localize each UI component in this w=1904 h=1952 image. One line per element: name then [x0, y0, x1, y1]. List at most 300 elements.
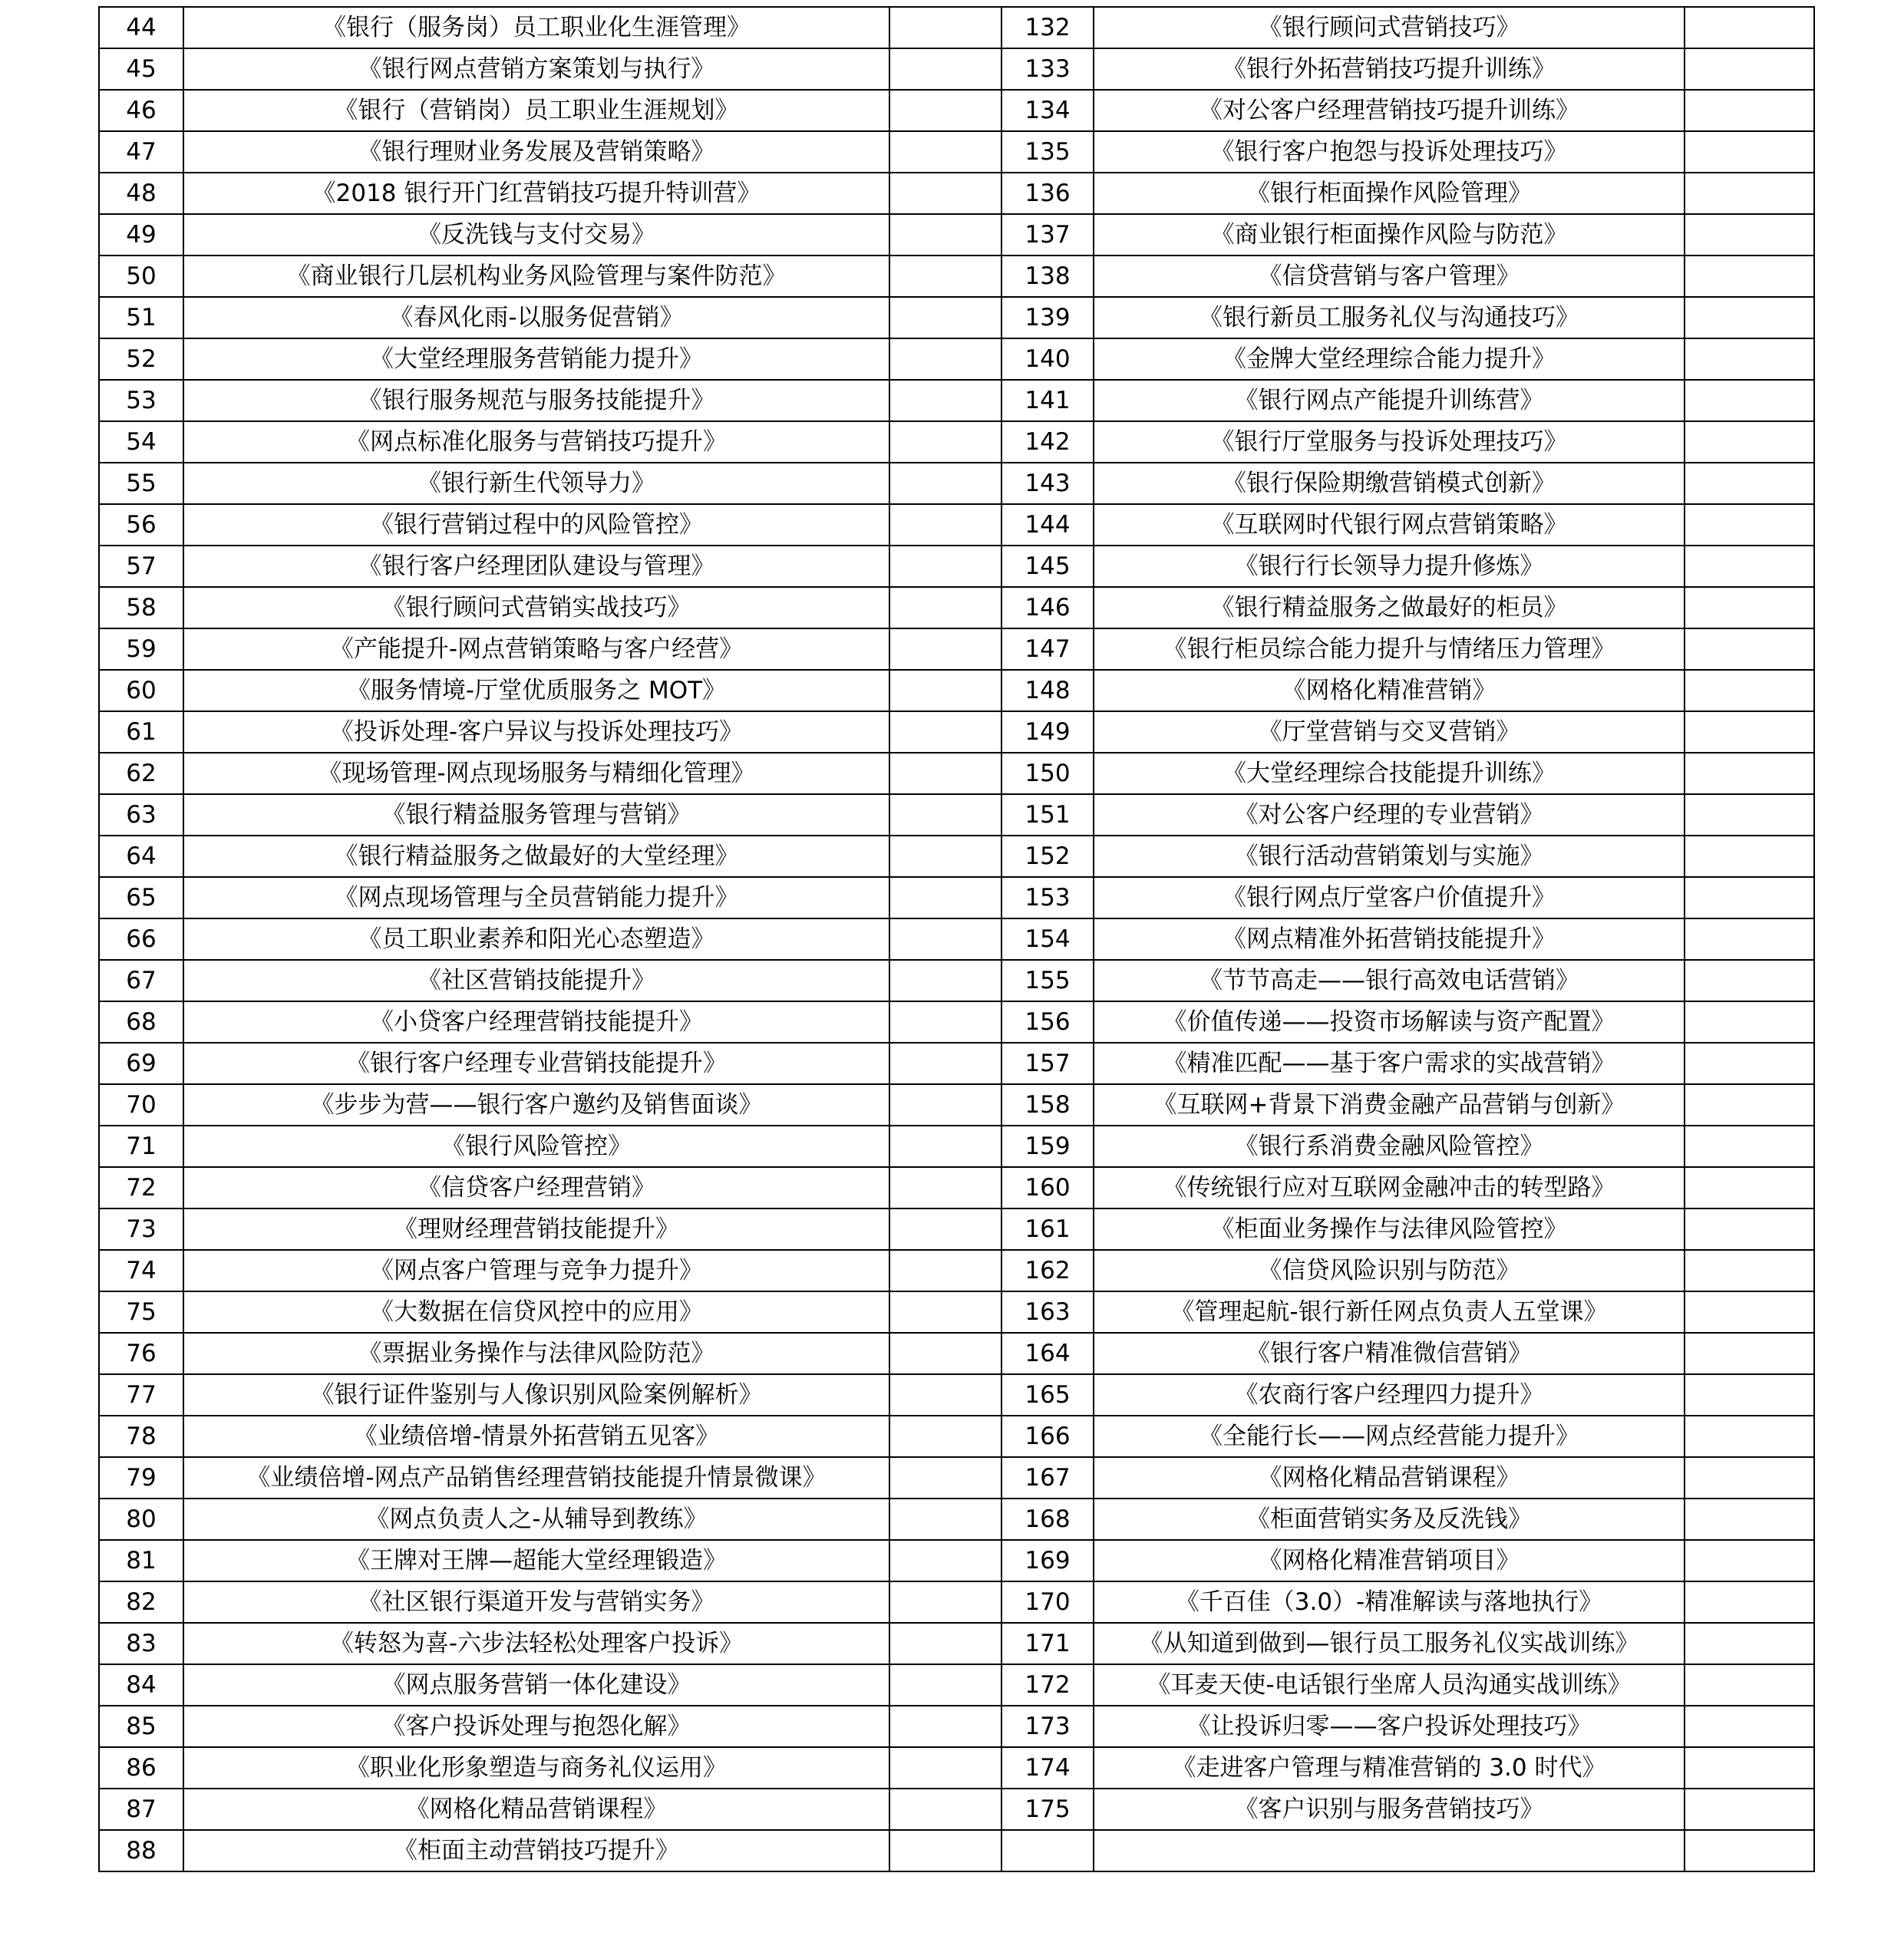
- right-course-number: 138: [1001, 256, 1094, 297]
- table-row: [99, 960, 1814, 1001]
- left-course-title: 《转怒为喜-六步法轻松处理客户投诉》: [183, 1623, 889, 1664]
- right-course-number: 160: [1001, 1167, 1094, 1208]
- right-course-title: 《农商行客户经理四力提升》: [1094, 1374, 1685, 1416]
- left-extra-cell: [889, 463, 1001, 504]
- right-course-title: 《网点精准外拓营销技能提升》: [1094, 918, 1685, 960]
- right-extra-cell: [1685, 504, 1814, 546]
- right-course-number: 149: [1001, 711, 1094, 753]
- right-course-number: 159: [1001, 1126, 1094, 1167]
- left-course-title: 《信贷客户经理营销》: [183, 1167, 889, 1208]
- right-course-title: 《客户识别与服务营销技巧》: [1094, 1789, 1685, 1830]
- left-course-number: 56: [99, 504, 183, 546]
- right-course-number: 166: [1001, 1416, 1094, 1457]
- right-course-title: 《银行新员工服务礼仪与沟通技巧》: [1094, 297, 1685, 338]
- right-course-number: 139: [1001, 297, 1094, 338]
- left-course-title: 《小贷客户经理营销技能提升》: [183, 1001, 889, 1043]
- right-extra-cell: [1685, 1830, 1814, 1871]
- right-course-title: 《银行活动营销策划与实施》: [1094, 836, 1685, 877]
- right-course-title: 《网格化精准营销项目》: [1094, 1540, 1685, 1581]
- right-extra-cell: [1685, 173, 1814, 214]
- left-course-title: 《2018 银行开门红营销技巧提升特训营》: [183, 173, 889, 214]
- left-course-title: 《投诉处理-客户异议与投诉处理技巧》: [183, 711, 889, 753]
- right-extra-cell: [1685, 1250, 1814, 1291]
- right-course-title: 《从知道到做到—银行员工服务礼仪实战训练》: [1094, 1623, 1685, 1664]
- left-course-number: 65: [99, 877, 183, 918]
- left-course-number: 54: [99, 421, 183, 463]
- left-course-number: 49: [99, 214, 183, 256]
- left-course-number: 74: [99, 1250, 183, 1291]
- right-course-number: 145: [1001, 546, 1094, 587]
- left-extra-cell: [889, 380, 1001, 421]
- right-course-title: 《网格化精品营销课程》: [1094, 1457, 1685, 1499]
- table-row: [99, 1581, 1814, 1623]
- right-course-number: 150: [1001, 753, 1094, 794]
- right-course-title: 《银行网点产能提升训练营》: [1094, 380, 1685, 421]
- left-course-title: 《商业银行几层机构业务风险管理与案件防范》: [183, 256, 889, 297]
- table-row: [99, 1747, 1814, 1789]
- right-extra-cell: [1685, 297, 1814, 338]
- left-extra-cell: [889, 214, 1001, 256]
- left-course-title: 《柜面主动营销技巧提升》: [183, 1830, 889, 1871]
- left-course-number: 76: [99, 1333, 183, 1374]
- right-course-number: 141: [1001, 380, 1094, 421]
- right-extra-cell: [1685, 1789, 1814, 1830]
- left-extra-cell: [889, 1457, 1001, 1499]
- right-extra-cell: [1685, 1374, 1814, 1416]
- table-row: [99, 90, 1814, 131]
- table-row: [99, 1208, 1814, 1250]
- table-row: [99, 1664, 1814, 1706]
- left-extra-cell: [889, 1747, 1001, 1789]
- left-course-number: 88: [99, 1830, 183, 1871]
- right-course-title: 《信贷营销与客户管理》: [1094, 256, 1685, 297]
- left-extra-cell: [889, 711, 1001, 753]
- right-extra-cell: [1685, 918, 1814, 960]
- left-course-title: 《产能提升-网点营销策略与客户经营》: [183, 628, 889, 670]
- left-extra-cell: [889, 1250, 1001, 1291]
- left-course-title: 《银行营销过程中的风险管控》: [183, 504, 889, 546]
- right-extra-cell: [1685, 338, 1814, 380]
- left-course-number: 45: [99, 48, 183, 90]
- left-course-title: 《社区银行渠道开发与营销实务》: [183, 1581, 889, 1623]
- right-course-title: 《厅堂营销与交叉营销》: [1094, 711, 1685, 753]
- left-course-number: 60: [99, 670, 183, 711]
- right-extra-cell: [1685, 670, 1814, 711]
- left-course-number: 47: [99, 131, 183, 173]
- left-course-title: 《理财经理营销技能提升》: [183, 1208, 889, 1250]
- left-extra-cell: [889, 1581, 1001, 1623]
- right-course-number: 175: [1001, 1789, 1094, 1830]
- left-extra-cell: [889, 338, 1001, 380]
- right-course-number: 169: [1001, 1540, 1094, 1581]
- right-course-title: 《银行保险期缴营销模式创新》: [1094, 463, 1685, 504]
- table-row: [99, 587, 1814, 628]
- right-course-number: 168: [1001, 1499, 1094, 1540]
- right-course-title: 《传统银行应对互联网金融冲击的转型路》: [1094, 1167, 1685, 1208]
- right-course-number: 133: [1001, 48, 1094, 90]
- table-row: [99, 256, 1814, 297]
- left-extra-cell: [889, 1623, 1001, 1664]
- right-course-title: 《银行网点厅堂客户价值提升》: [1094, 877, 1685, 918]
- left-course-title: 《银行新生代领导力》: [183, 463, 889, 504]
- right-extra-cell: [1685, 1291, 1814, 1333]
- left-course-title: 《银行网点营销方案策划与执行》: [183, 48, 889, 90]
- table-row: [99, 1830, 1814, 1871]
- right-course-title: 《银行柜面操作风险管理》: [1094, 173, 1685, 214]
- table-row: [99, 1001, 1814, 1043]
- left-course-number: 69: [99, 1043, 183, 1084]
- left-extra-cell: [889, 918, 1001, 960]
- left-course-number: 63: [99, 794, 183, 836]
- left-course-title: 《网点客户管理与竞争力提升》: [183, 1250, 889, 1291]
- left-course-title: 《网点标准化服务与营销技巧提升》: [183, 421, 889, 463]
- right-course-number: 172: [1001, 1664, 1094, 1706]
- table-row: [99, 546, 1814, 587]
- right-course-number: 164: [1001, 1333, 1094, 1374]
- left-extra-cell: [889, 1830, 1001, 1871]
- table-row: [99, 504, 1814, 546]
- left-course-title: 《票据业务操作与法律风险防范》: [183, 1333, 889, 1374]
- table-row: [99, 1499, 1814, 1540]
- right-course-title: 《柜面业务操作与法律风险管控》: [1094, 1208, 1685, 1250]
- right-course-number: 165: [1001, 1374, 1094, 1416]
- right-course-title: 《商业银行柜面操作风险与防范》: [1094, 214, 1685, 256]
- left-course-number: 51: [99, 297, 183, 338]
- table-row: [99, 173, 1814, 214]
- table-row: [99, 1250, 1814, 1291]
- right-extra-cell: [1685, 48, 1814, 90]
- left-extra-cell: [889, 1043, 1001, 1084]
- left-extra-cell: [889, 1208, 1001, 1250]
- left-extra-cell: [889, 628, 1001, 670]
- table-row: [99, 7, 1814, 48]
- left-course-number: 59: [99, 628, 183, 670]
- table-row: [99, 1333, 1814, 1374]
- right-course-number: 134: [1001, 90, 1094, 131]
- right-course-number: 163: [1001, 1291, 1094, 1333]
- course-list-table: [98, 6, 1815, 1872]
- left-extra-cell: [889, 297, 1001, 338]
- left-course-title: 《职业化形象塑造与商务礼仪运用》: [183, 1747, 889, 1789]
- left-course-number: 52: [99, 338, 183, 380]
- table-row: [99, 918, 1814, 960]
- right-extra-cell: [1685, 1706, 1814, 1747]
- right-course-number: 171: [1001, 1623, 1094, 1664]
- table-row: [99, 877, 1814, 918]
- left-course-number: 79: [99, 1457, 183, 1499]
- table-row: [99, 214, 1814, 256]
- right-extra-cell: [1685, 1126, 1814, 1167]
- left-course-title: 《银行风险管控》: [183, 1126, 889, 1167]
- left-extra-cell: [889, 1789, 1001, 1830]
- left-course-title: 《银行精益服务管理与营销》: [183, 794, 889, 836]
- table-row: [99, 711, 1814, 753]
- left-course-title: 《业绩倍增-情景外拓营销五见客》: [183, 1416, 889, 1457]
- right-course-number: 155: [1001, 960, 1094, 1001]
- right-course-title: 《对公客户经理营销技巧提升训练》: [1094, 90, 1685, 131]
- left-course-title: 《大数据在信贷风控中的应用》: [183, 1291, 889, 1333]
- left-course-number: 83: [99, 1623, 183, 1664]
- left-extra-cell: [889, 421, 1001, 463]
- left-course-number: 86: [99, 1747, 183, 1789]
- right-extra-cell: [1685, 546, 1814, 587]
- left-extra-cell: [889, 1001, 1001, 1043]
- left-course-number: 48: [99, 173, 183, 214]
- left-extra-cell: [889, 1540, 1001, 1581]
- left-extra-cell: [889, 504, 1001, 546]
- right-extra-cell: [1685, 463, 1814, 504]
- right-extra-cell: [1685, 877, 1814, 918]
- table-row: [99, 1789, 1814, 1830]
- table-row: [99, 628, 1814, 670]
- table-row: [99, 297, 1814, 338]
- left-course-title: 《现场管理-网点现场服务与精细化管理》: [183, 753, 889, 794]
- right-course-title: 《互联网+背景下消费金融产品营销与创新》: [1094, 1084, 1685, 1126]
- right-course-title: 《全能行长——网点经营能力提升》: [1094, 1416, 1685, 1457]
- right-course-number: [1001, 1830, 1094, 1871]
- right-extra-cell: [1685, 711, 1814, 753]
- left-extra-cell: [889, 670, 1001, 711]
- table-row: [99, 753, 1814, 794]
- right-extra-cell: [1685, 1664, 1814, 1706]
- right-extra-cell: [1685, 214, 1814, 256]
- left-course-number: 70: [99, 1084, 183, 1126]
- table-row: [99, 48, 1814, 90]
- left-course-number: 50: [99, 256, 183, 297]
- right-course-title: 《银行顾问式营销技巧》: [1094, 7, 1685, 48]
- right-extra-cell: [1685, 1581, 1814, 1623]
- table-row: [99, 1126, 1814, 1167]
- left-course-number: 44: [99, 7, 183, 48]
- right-extra-cell: [1685, 794, 1814, 836]
- left-course-number: 68: [99, 1001, 183, 1043]
- left-course-title: 《春风化雨-以服务促营销》: [183, 297, 889, 338]
- left-course-number: 81: [99, 1540, 183, 1581]
- left-course-title: 《银行服务规范与服务技能提升》: [183, 380, 889, 421]
- left-extra-cell: [889, 1167, 1001, 1208]
- left-course-title: 《反洗钱与支付交易》: [183, 214, 889, 256]
- left-course-title: 《客户投诉处理与抱怨化解》: [183, 1706, 889, 1747]
- left-course-number: 84: [99, 1664, 183, 1706]
- right-course-title: 《价值传递——投资市场解读与资产配置》: [1094, 1001, 1685, 1043]
- left-extra-cell: [889, 173, 1001, 214]
- left-course-number: 82: [99, 1581, 183, 1623]
- right-extra-cell: [1685, 1084, 1814, 1126]
- right-course-title: 《互联网时代银行网点营销策略》: [1094, 504, 1685, 546]
- right-extra-cell: [1685, 1747, 1814, 1789]
- right-course-title: 《大堂经理综合技能提升训练》: [1094, 753, 1685, 794]
- table-row: [99, 380, 1814, 421]
- left-course-title: 《网点负责人之-从辅导到教练》: [183, 1499, 889, 1540]
- left-extra-cell: [889, 960, 1001, 1001]
- left-course-number: 78: [99, 1416, 183, 1457]
- right-course-title: [1094, 1830, 1685, 1871]
- table-row: [99, 670, 1814, 711]
- right-course-number: 152: [1001, 836, 1094, 877]
- right-extra-cell: [1685, 836, 1814, 877]
- left-course-title: 《银行客户经理团队建设与管理》: [183, 546, 889, 587]
- left-extra-cell: [889, 753, 1001, 794]
- left-extra-cell: [889, 587, 1001, 628]
- right-course-number: 156: [1001, 1001, 1094, 1043]
- left-course-title: 《银行理财业务发展及营销策略》: [183, 131, 889, 173]
- left-course-number: 57: [99, 546, 183, 587]
- right-course-title: 《走进客户管理与精准营销的 3.0 时代》: [1094, 1747, 1685, 1789]
- right-extra-cell: [1685, 960, 1814, 1001]
- right-course-number: 170: [1001, 1581, 1094, 1623]
- table-row: [99, 1167, 1814, 1208]
- left-course-title: 《银行精益服务之做最好的大堂经理》: [183, 836, 889, 877]
- right-course-title: 《银行柜员综合能力提升与情绪压力管理》: [1094, 628, 1685, 670]
- right-extra-cell: [1685, 1623, 1814, 1664]
- right-course-number: 147: [1001, 628, 1094, 670]
- left-course-number: 73: [99, 1208, 183, 1250]
- left-extra-cell: [889, 131, 1001, 173]
- right-course-number: 146: [1001, 587, 1094, 628]
- right-course-title: 《柜面营销实务及反洗钱》: [1094, 1499, 1685, 1540]
- right-course-title: 《耳麦天使-电话银行坐席人员沟通实战训练》: [1094, 1664, 1685, 1706]
- left-extra-cell: [889, 1664, 1001, 1706]
- left-course-title: 《银行（服务岗）员工职业化生涯管理》: [183, 7, 889, 48]
- right-course-title: 《银行外拓营销技巧提升训练》: [1094, 48, 1685, 90]
- right-extra-cell: [1685, 421, 1814, 463]
- left-extra-cell: [889, 1084, 1001, 1126]
- right-course-number: 143: [1001, 463, 1094, 504]
- table-row: [99, 1540, 1814, 1581]
- left-course-number: 62: [99, 753, 183, 794]
- left-extra-cell: [889, 256, 1001, 297]
- left-course-title: 《员工职业素养和阳光心态塑造》: [183, 918, 889, 960]
- right-extra-cell: [1685, 1499, 1814, 1540]
- table-row: [99, 421, 1814, 463]
- left-course-number: 77: [99, 1374, 183, 1416]
- left-course-title: 《大堂经理服务营销能力提升》: [183, 338, 889, 380]
- left-extra-cell: [889, 1374, 1001, 1416]
- left-course-title: 《社区营销技能提升》: [183, 960, 889, 1001]
- left-extra-cell: [889, 90, 1001, 131]
- right-course-number: 137: [1001, 214, 1094, 256]
- table-row: [99, 338, 1814, 380]
- right-course-title: 《节节高走——银行高效电话营销》: [1094, 960, 1685, 1001]
- right-extra-cell: [1685, 1333, 1814, 1374]
- right-course-number: 157: [1001, 1043, 1094, 1084]
- right-course-title: 《银行客户精准微信营销》: [1094, 1333, 1685, 1374]
- left-extra-cell: [889, 1291, 1001, 1333]
- right-extra-cell: [1685, 1167, 1814, 1208]
- left-extra-cell: [889, 836, 1001, 877]
- left-course-title: 《银行证件鉴别与人像识别风险案例解析》: [183, 1374, 889, 1416]
- right-course-number: 161: [1001, 1208, 1094, 1250]
- left-course-number: 58: [99, 587, 183, 628]
- table-row: [99, 794, 1814, 836]
- left-course-number: 75: [99, 1291, 183, 1333]
- right-course-number: 151: [1001, 794, 1094, 836]
- right-course-title: 《银行厅堂服务与投诉处理技巧》: [1094, 421, 1685, 463]
- left-course-title: 《网点现场管理与全员营销能力提升》: [183, 877, 889, 918]
- table-row: [99, 463, 1814, 504]
- right-course-title: 《金牌大堂经理综合能力提升》: [1094, 338, 1685, 380]
- right-extra-cell: [1685, 256, 1814, 297]
- right-extra-cell: [1685, 131, 1814, 173]
- left-course-number: 72: [99, 1167, 183, 1208]
- left-course-title: 《业绩倍增-网点产品销售经理营销技能提升情景微课》: [183, 1457, 889, 1499]
- right-course-title: 《银行精益服务之做最好的柜员》: [1094, 587, 1685, 628]
- left-course-number: 80: [99, 1499, 183, 1540]
- right-extra-cell: [1685, 380, 1814, 421]
- table-row: [99, 836, 1814, 877]
- right-course-title: 《银行系消费金融风险管控》: [1094, 1126, 1685, 1167]
- right-extra-cell: [1685, 1208, 1814, 1250]
- left-course-title: 《网点服务营销一体化建设》: [183, 1664, 889, 1706]
- right-course-number: 167: [1001, 1457, 1094, 1499]
- right-course-number: 136: [1001, 173, 1094, 214]
- right-course-number: 162: [1001, 1250, 1094, 1291]
- left-course-title: 《服务情境-厅堂优质服务之 MOT》: [183, 670, 889, 711]
- left-course-number: 46: [99, 90, 183, 131]
- right-course-number: 148: [1001, 670, 1094, 711]
- right-extra-cell: [1685, 1043, 1814, 1084]
- right-course-number: 158: [1001, 1084, 1094, 1126]
- right-extra-cell: [1685, 1457, 1814, 1499]
- right-extra-cell: [1685, 1540, 1814, 1581]
- right-course-number: 144: [1001, 504, 1094, 546]
- table-row: [99, 1623, 1814, 1664]
- right-extra-cell: [1685, 7, 1814, 48]
- right-extra-cell: [1685, 1416, 1814, 1457]
- left-course-number: 85: [99, 1706, 183, 1747]
- right-course-title: 《让投诉归零——客户投诉处理技巧》: [1094, 1706, 1685, 1747]
- left-extra-cell: [889, 7, 1001, 48]
- right-course-title: 《网格化精准营销》: [1094, 670, 1685, 711]
- table-row: [99, 1374, 1814, 1416]
- table-row: [99, 1084, 1814, 1126]
- right-extra-cell: [1685, 587, 1814, 628]
- right-extra-cell: [1685, 90, 1814, 131]
- left-course-title: 《银行（营销岗）员工职业生涯规划》: [183, 90, 889, 131]
- table-row: [99, 1457, 1814, 1499]
- right-course-number: 174: [1001, 1747, 1094, 1789]
- right-course-title: 《精准匹配——基于客户需求的实战营销》: [1094, 1043, 1685, 1084]
- right-course-number: 153: [1001, 877, 1094, 918]
- left-course-number: 67: [99, 960, 183, 1001]
- table-row: [99, 1706, 1814, 1747]
- table-row: [99, 1043, 1814, 1084]
- right-course-number: 142: [1001, 421, 1094, 463]
- left-course-number: 61: [99, 711, 183, 753]
- left-course-title: 《银行顾问式营销实战技巧》: [183, 587, 889, 628]
- left-course-title: 《步步为营——银行客户邀约及销售面谈》: [183, 1084, 889, 1126]
- left-extra-cell: [889, 1416, 1001, 1457]
- left-course-number: 53: [99, 380, 183, 421]
- table-row: [99, 131, 1814, 173]
- left-course-title: 《网格化精品营销课程》: [183, 1789, 889, 1830]
- right-course-number: 140: [1001, 338, 1094, 380]
- left-extra-cell: [889, 1706, 1001, 1747]
- left-course-number: 55: [99, 463, 183, 504]
- right-course-number: 173: [1001, 1706, 1094, 1747]
- course-list-body: [99, 7, 1814, 1871]
- left-extra-cell: [889, 546, 1001, 587]
- left-extra-cell: [889, 48, 1001, 90]
- right-course-title: 《对公客户经理的专业营销》: [1094, 794, 1685, 836]
- right-course-number: 135: [1001, 131, 1094, 173]
- right-course-title: 《信贷风险识别与防范》: [1094, 1250, 1685, 1291]
- right-extra-cell: [1685, 628, 1814, 670]
- left-course-number: 66: [99, 918, 183, 960]
- left-extra-cell: [889, 1499, 1001, 1540]
- left-course-number: 71: [99, 1126, 183, 1167]
- left-course-number: 64: [99, 836, 183, 877]
